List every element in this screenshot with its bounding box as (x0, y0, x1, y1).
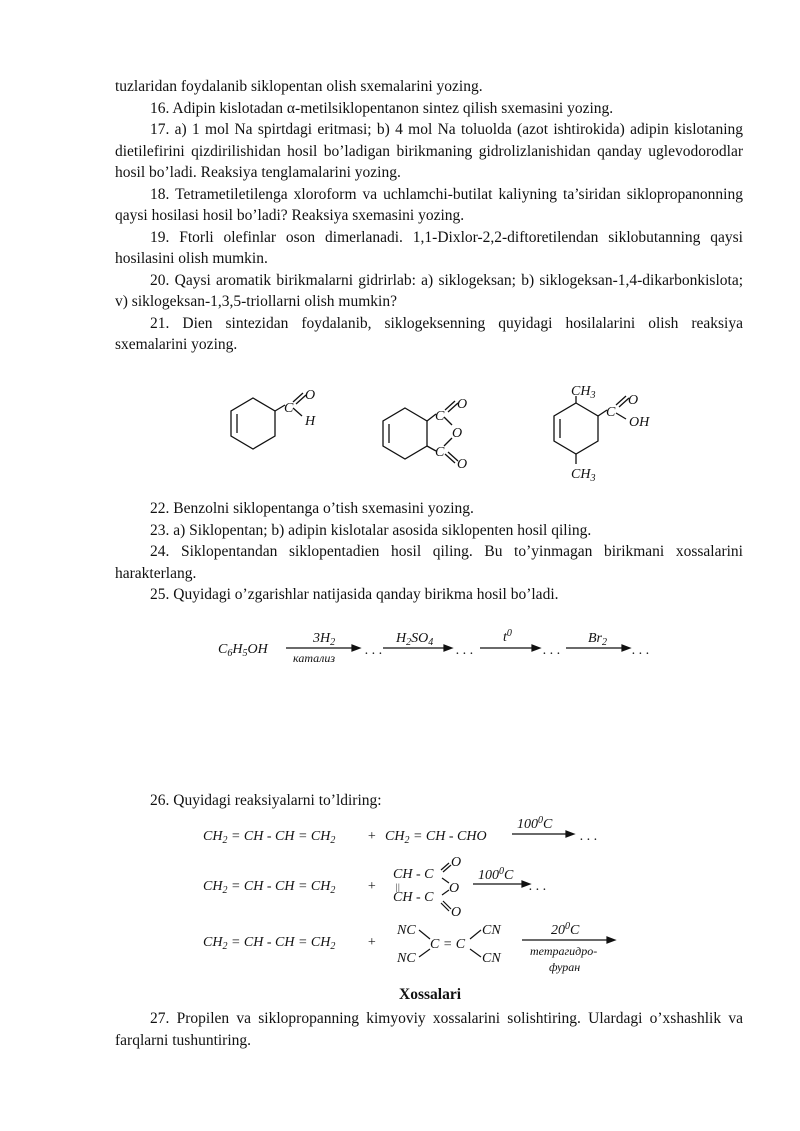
dots-3: . . . (543, 643, 561, 658)
maleic-ch-bottom: CH - C (393, 890, 434, 905)
question-18: 18. Tetrametiletilenga xloroform va uchlamchi-butilat kaliyning ta’siridan siklopropanonning qaysi hosilasi hosil bo’ladi? Reaksiya sxemasini yozing. (115, 185, 743, 224)
question-16: 16. Adipin kislotadan α-metilsiklopentanon sintez qilish sxemasini yozing. (150, 99, 614, 117)
plus-2: + (367, 879, 377, 894)
maleic-double-bond: || (395, 882, 400, 892)
maleic-o-ring: O (449, 881, 460, 896)
plus-1: + (367, 829, 377, 844)
butadiene-3: $CH_2$ = CH - CH = $CH_2$ (203, 935, 336, 952)
reagent-3h2: $3H_2$ (313, 631, 336, 648)
struct3-o: O (628, 393, 639, 408)
tcne-nc-top: NC (397, 923, 416, 938)
struct2-c-top: C (435, 409, 445, 424)
plus-3: + (367, 935, 377, 950)
struct1-o: O (305, 388, 316, 403)
question-25: 25. Quyidagi o’zgarishlar natijasida qanday birikma hosil bo’ladi. (150, 586, 559, 603)
struct2-o-top: O (457, 397, 468, 412)
tcne-cn-top: CN (482, 923, 501, 938)
condition-100c-1: $100^0C$ (517, 815, 553, 832)
solvent-line-2: фуран (549, 960, 581, 974)
document-page (115, 76, 743, 356)
document-page-continued (115, 498, 743, 606)
question-21: 21. Dien sintezidan foydalanib, siklogeksenning quyidagi hosilalarini olish reaksiya sxemalarini yozing. (115, 314, 743, 353)
section-heading: Xossalari (399, 986, 461, 1003)
question-17: 17. a) 1 mol Na spirtdagi eritmasi; b) 4 mol Na toluolda (azot ishtirokida) adipin kislotaning dietilefirini qizdirilishidan hosil bo’ladigan birikmaning gidrolizlanishidan qanday uglevodorodlar hosil bo’ladi. Reaksiya tenglamalarini yozing. (115, 121, 743, 181)
dots-rx-a: . . . (580, 829, 598, 844)
struct2-o-bottom: O (457, 457, 468, 472)
text-line: tuzlaridan foydalanib siklopentan olish sxemalarini yozing. (115, 78, 483, 95)
dots-1: . . . (365, 643, 383, 658)
maleic-ch-top: CH - C (393, 867, 434, 882)
question-27: 27. Propilen va siklopropanning kimyoviy xossalarini solishtiring. Ulardagi o’xshashlik va farqlarni tushuntiring. (115, 1010, 743, 1049)
solvent-line-1: тетрагидро- (530, 944, 598, 958)
question-23: 23. a) Siklopentan; b) adipin kislotalar asosida siklopenten hosil qiling. (150, 521, 592, 539)
tcne-cn-bottom: CN (482, 951, 501, 966)
question-20: 20. Qaysi aromatik birikmalarni gidrirlab: a) siklogeksan; b) siklogeksan-1,4-dikarbonkislota; v) siklogeksan-1,3,5-triollarni olish mumkin? (115, 271, 743, 310)
question-19: 19. Ftorli olefinlar oson dimerlanadi. 1,1-Dixlor-2,2-diftoretilendan siklobutanning qaysi hosilasini olish mumkin. (115, 228, 743, 267)
phenol-formula: $C_6H_5OH$ (218, 642, 268, 659)
condition-20c: $20^0C$ (551, 921, 580, 938)
dots-4: . . . (632, 643, 650, 658)
butadiene-2: $CH_2$ = CH - CH = $CH_2$ (203, 879, 336, 896)
dots-rx-b: . . . (529, 879, 547, 894)
dots-2: . . . (456, 643, 474, 658)
question-22: 22. Benzolni siklopentanga o’tish sxemasini yozing. (150, 500, 474, 517)
struct3-ch3-top: $CH_3$ (571, 384, 596, 401)
struct3-oh: OH (629, 415, 650, 430)
maleic-o-top: O (451, 855, 462, 870)
catalyst-label: катализ (293, 651, 336, 665)
reagent-br2: $Br_2$ (588, 631, 607, 648)
cyclohexene-structures (0, 380, 800, 485)
struct2-c-bottom: C (435, 445, 445, 460)
maleic-o-bottom: O (451, 905, 462, 920)
reagent-h2so4: $H_2SO_4$ (396, 631, 434, 648)
question-27-block (115, 1008, 743, 1051)
structure-cyclohexene-anhydride (383, 401, 458, 463)
struct1-c: C (284, 401, 294, 416)
tcne-nc-bottom: NC (397, 951, 416, 966)
struct3-ch3-bottom: $CH_3$ (571, 467, 596, 484)
temperature-t0: $t^0$ (503, 628, 512, 645)
acrolein: $CH_2$ = CH - CHO (385, 829, 487, 846)
structure-dimethyl-cyclohexene-acid (554, 396, 629, 464)
struct1-h: H (305, 414, 316, 429)
question-26-block (115, 790, 743, 812)
struct2-o-ring: O (452, 426, 463, 441)
scheme-25 (0, 622, 800, 672)
tcne-c-c: C = C (430, 937, 466, 952)
condition-100c-2: $100^0C$ (478, 866, 514, 883)
butadiene-1: $CH_2$ = CH - CH = $CH_2$ (203, 829, 336, 846)
structure-cyclohexene-aldehyde (231, 393, 306, 449)
question-24: 24. Siklopentandan siklopentadien hosil qiling. Bu to’yinmagan birikmani xossalarini harakterlang. (115, 543, 743, 582)
question-26: 26. Quyidagi reaksiyalarni to’ldiring: (150, 792, 382, 809)
struct3-c: C (606, 405, 616, 420)
reactions-26 (0, 812, 800, 977)
